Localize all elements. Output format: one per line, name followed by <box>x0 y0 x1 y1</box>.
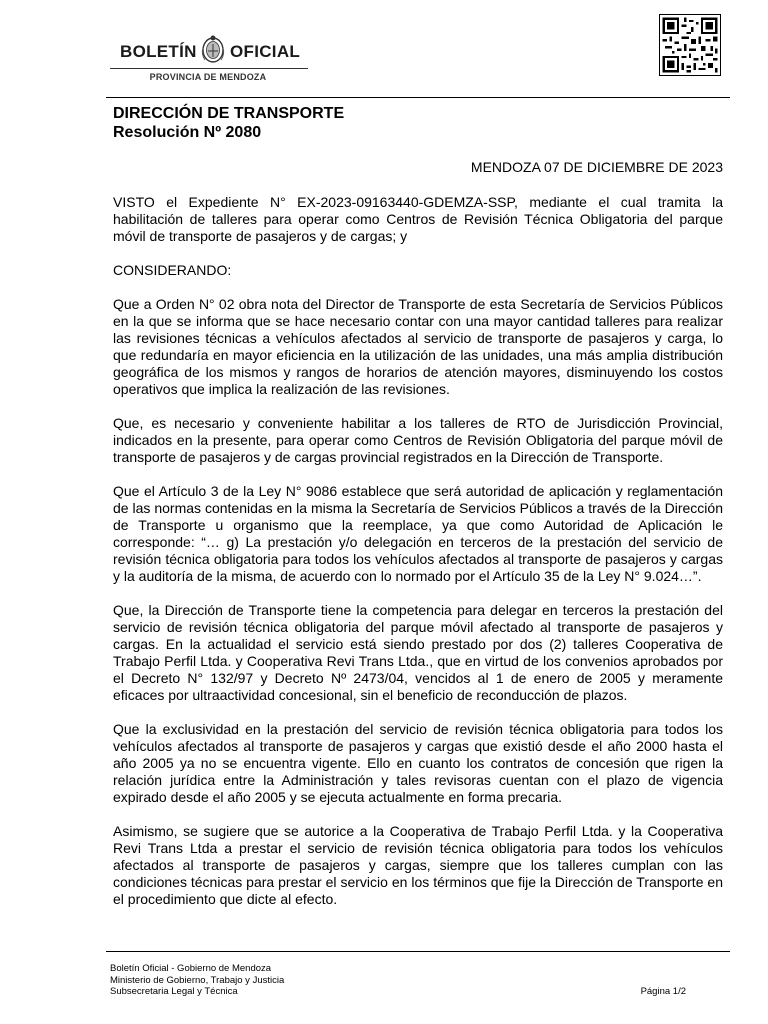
footer-line: Ministerio de Gobierno, Trabajo y Justicia <box>110 974 285 986</box>
logo-word-left: BOLETÍN <box>120 42 197 61</box>
qr-code-icon <box>659 14 721 76</box>
document-footer <box>110 963 510 998</box>
header-divider <box>106 97 730 98</box>
document-body <box>113 194 723 908</box>
logo-subtitle: PROVINCIA DE MENDOZA <box>149 72 267 82</box>
footer-line: Subsecretaria Legal y Técnica <box>110 986 238 997</box>
logo-word-right: OFICIAL <box>230 42 301 61</box>
considerando-heading: CONSIDERANDO: <box>113 262 232 278</box>
section-title: DIRECCIÓN DE TRANSPORTE <box>113 105 345 122</box>
boletin-oficial-logo <box>108 32 308 88</box>
footer-divider <box>106 951 730 952</box>
body-paragraph: Que el Artículo 3 de la Ley N° 9086 establece que será autoridad de aplicación y reglamentación de las normas contenidas en la misma la Secretaría de Servicios Públicos a través de la Dirección de Transporte u organismo que la reemplace, ya que como Autoridad de Aplicación le corresponde: “… g) La prestación y/o delegación en terceros de la prestación del servicio de revisión técnica obligatoria para todos los vehículos afectados al transporte de pasajeros y cargas y la auditoría de la misma, de acuerdo con lo normado por el Artículo 35 de la Ley N° 9.024…”. <box>113 483 723 584</box>
document-date: MENDOZA 07 DE DICIEMBRE DE 2023 <box>470 159 723 175</box>
page-number: Página 1/2 <box>640 986 686 997</box>
body-paragraph: Que, es necesario y conveniente habilitar a los talleres de RTO de Jurisdicción Provincial, indicados en la presente, para operar como Centros de Revisión Obligatoria del parque móvil de transporte de pasajeros y de cargas provincial registrados en la Dirección de Transporte. <box>113 415 723 465</box>
document-titles <box>113 104 713 142</box>
body-paragraph: Asimismo, se sugiere que se autorice a la Cooperativa de Trabajo Perfil Ltda. y la Cooperativa Revi Trans Ltda a prestar el servicio de revisión técnica obligatoria para todos los vehículos afectados al transporte de pasajeros y cargas, siempre que los talleres cumplan con las condiciones técnicas para prestar el servicio en los términos que fije la Dirección de Transporte en el procedimiento que dicte al efecto. <box>113 823 723 907</box>
province-seal-icon <box>199 34 227 64</box>
body-paragraph: Que a Orden N° 02 obra nota del Director de Transporte de esta Secretaría de Servicios Públicos en la que se informa que se hace necesario contar con una mayor cantidad talleres para realizar las revisiones técnicas a vehículos afectados al servicio de transporte de pasajeros y carga, lo que redundaría en mayor eficiencia en la utilización de las unidades, una más amplia distribución geográfica de los mismos y rangos de horarios de atención mayores, disminuyendo los costos operativos que implica la realización de las revisiones. <box>113 296 723 397</box>
body-paragraph: Que la exclusividad en la prestación del servicio de revisión técnica obligatoria para todos los vehículos afectados al transporte de pasajeros y cargas que existió desde el año 2000 hasta el año 2005 ya no se encuentra vigente. Ello en cuanto los contratos de concesión que rigen la relación jurídica entre la Administración y tales revisoras cuentan con el plazo de vigencia expirado desde el año 2005 y se ejecuta actualmente en forma precaria. <box>113 721 723 805</box>
footer-line: Boletín Oficial - Gobierno de Mendoza <box>110 963 272 974</box>
document-header <box>0 0 768 98</box>
visto-paragraph: VISTO el Expediente N° EX-2023-09163440-GDEMZA-SSP, mediante el cual tramita la habilitación de talleres para operar como Centros de Revisión Técnica Obligatoria del parque móvil de transporte de pasajeros y de cargas; y <box>113 194 723 244</box>
logo-divider <box>110 68 308 69</box>
resolution-number: Resolución Nº 2080 <box>113 124 262 141</box>
body-paragraph: Que, la Dirección de Transporte tiene la competencia para delegar en terceros la prestación del servicio de revisión técnica obligatoria del parque móvil afectado al transporte de pasajeros y cargas. En la actualidad el servicio está siendo prestado por dos (2) talleres Cooperativa de Trabajo Perfil Ltda. y Cooperativa Revi Trans Ltda., que en virtud de los convenios aprobados por el Decreto N° 132/97 y Decreto Nº 2473/04, vencidos al 1 de enero de 2005 y meramente eficaces por ultraactividad concesional, sin el beneficio de reconducción de plazos. <box>113 602 723 703</box>
